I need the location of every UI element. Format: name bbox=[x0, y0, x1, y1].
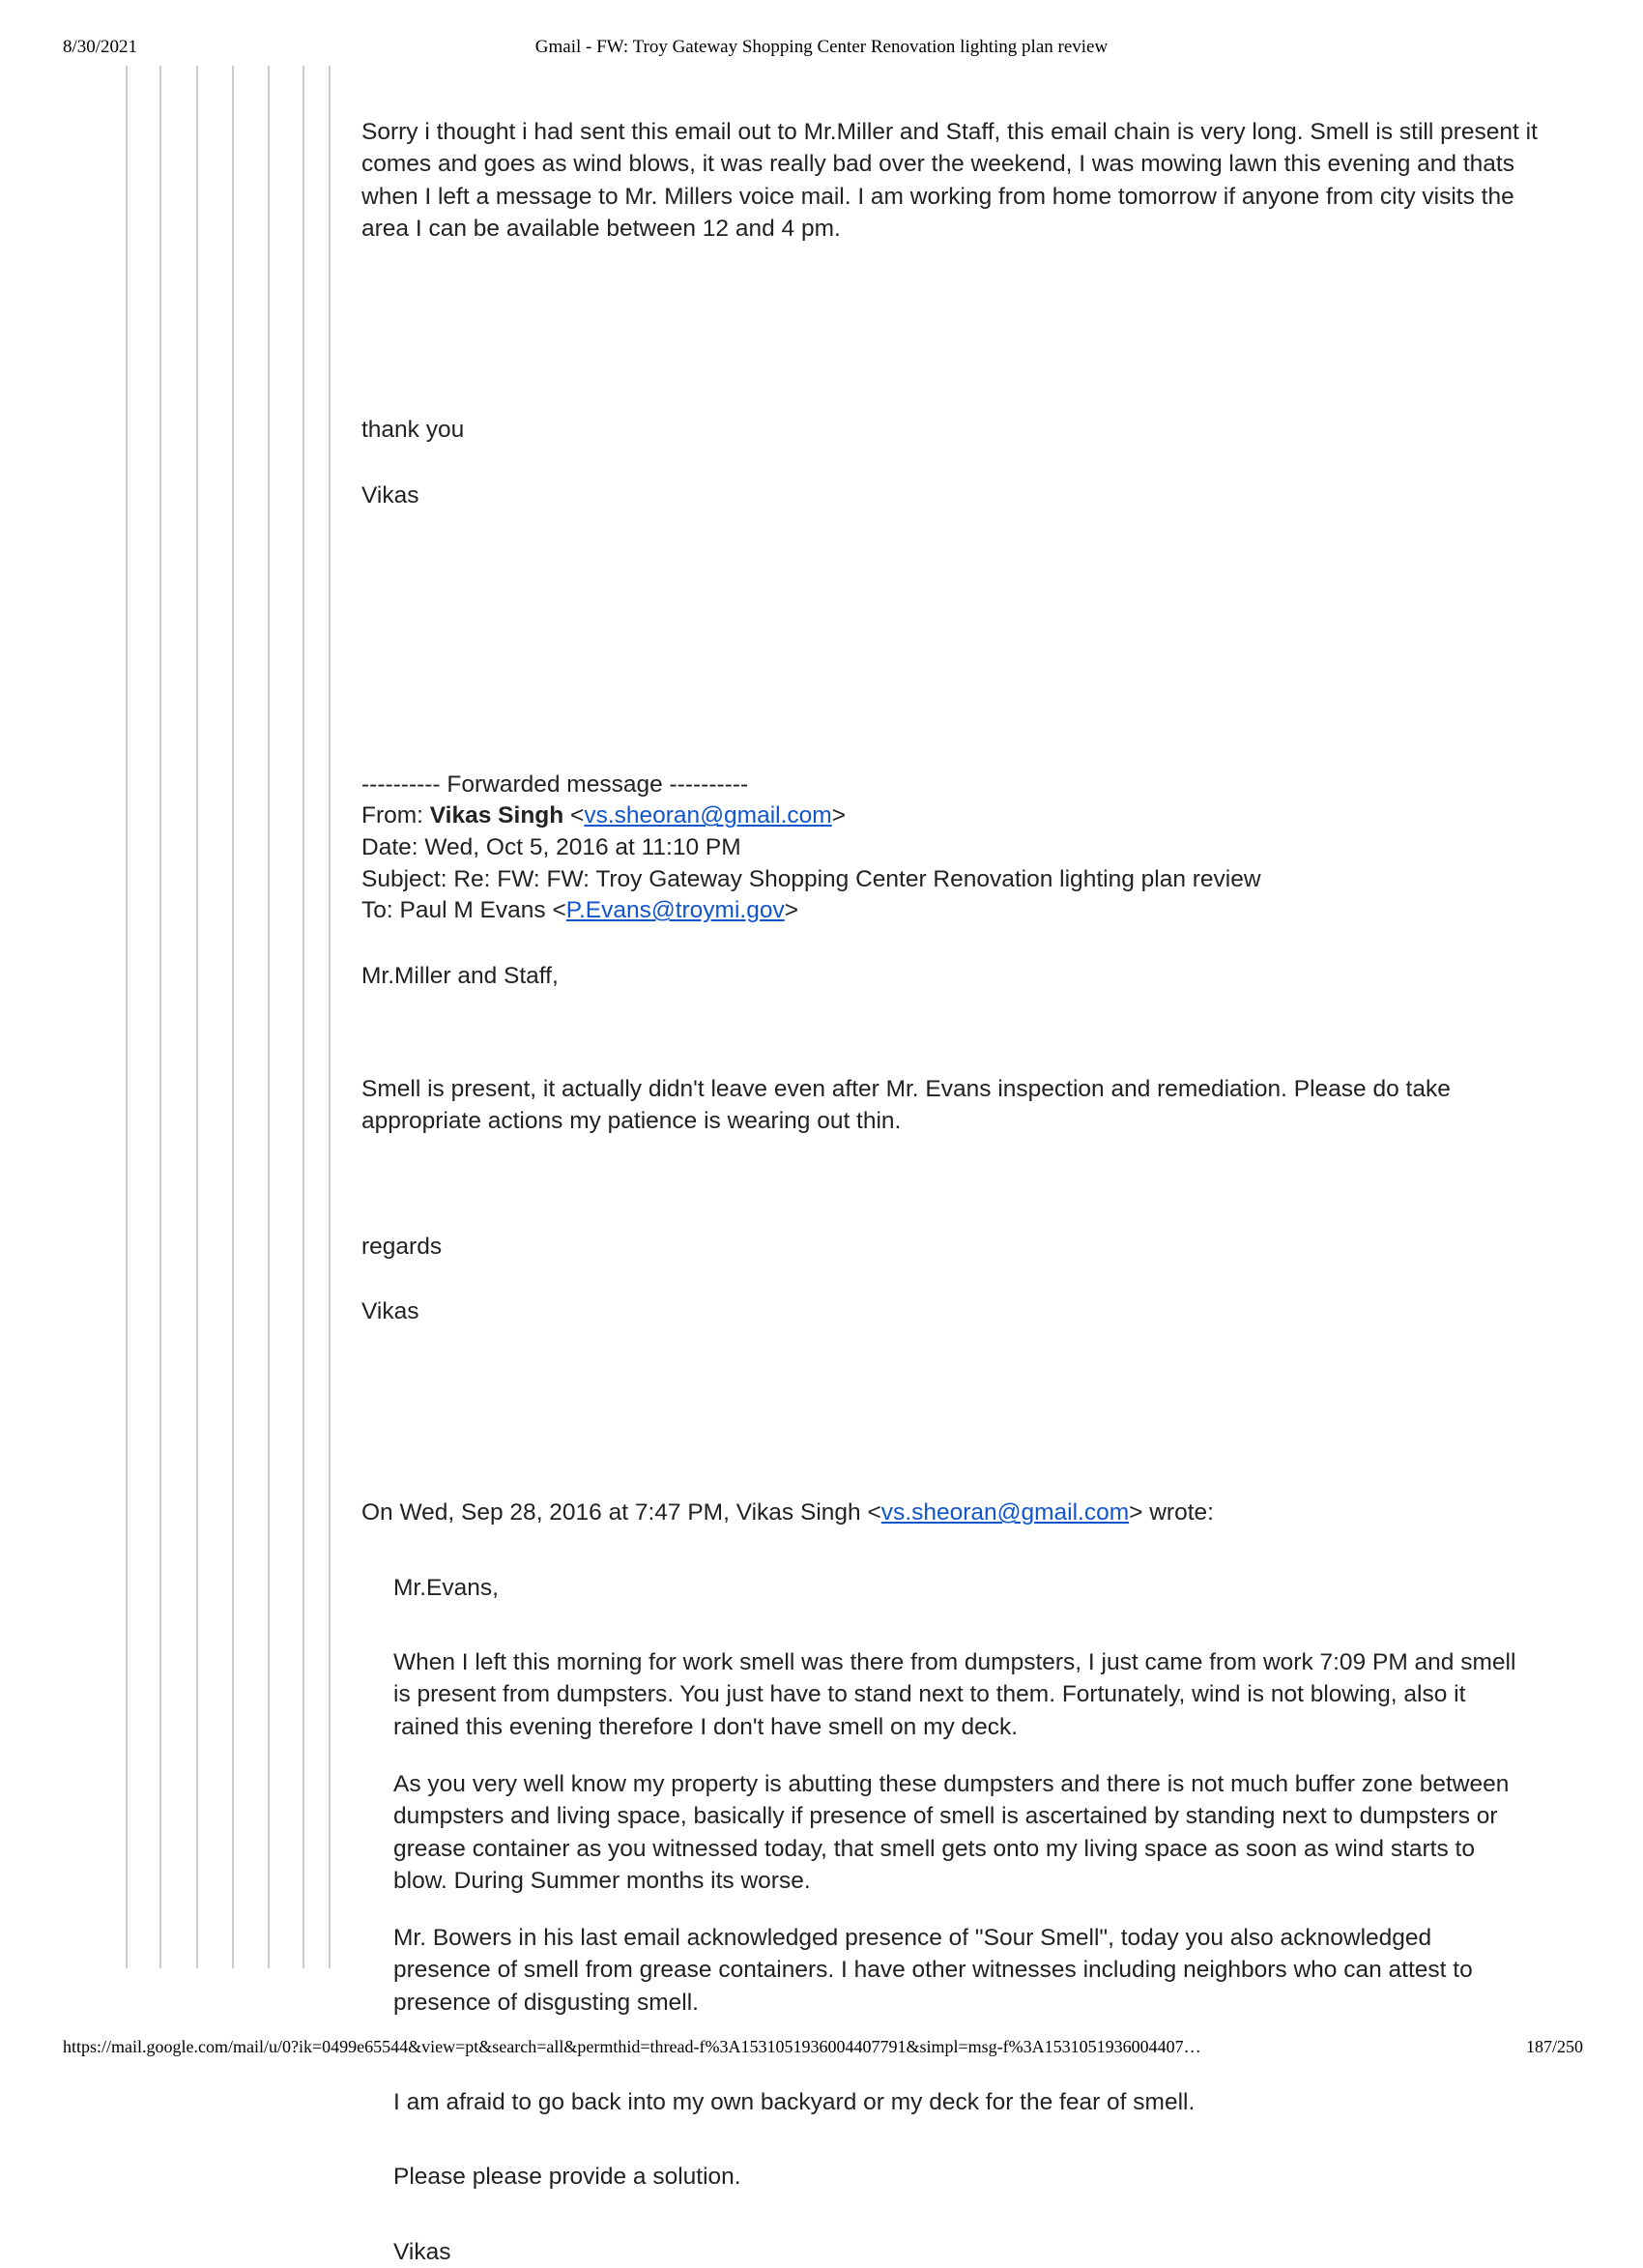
from-email-open: < bbox=[563, 802, 585, 829]
page-header bbox=[0, 37, 1643, 60]
quoted-attribution bbox=[361, 1497, 1541, 1528]
quoted-attribution-email-link[interactable]: vs.sheoran@gmail.com bbox=[880, 1499, 1130, 1527]
forwarded-subject-line: Subject: Re: FW: FW: Troy Gateway Shopping Center Renovation lighting plan review bbox=[361, 865, 1261, 892]
forwarded-divider: ---------- Forwarded message ---------- bbox=[361, 771, 749, 798]
footer-source-url: https://mail.google.com/mail/u/0?ik=0499e65544&view=pt&search=all&permthid=thread-f%3A1531051936004407791&simpl=msg-f%3A1531051936004407… bbox=[63, 2037, 1201, 2056]
footer-page-number: 187/250 bbox=[1525, 2037, 1583, 2056]
forwarded-to-line bbox=[361, 895, 1541, 927]
quoted-attribution-suffix: > wrote: bbox=[1129, 1499, 1214, 1527]
from-label: From: bbox=[361, 802, 423, 829]
to-label: To: Paul M Evans < bbox=[361, 897, 566, 924]
forwarded-from-line bbox=[361, 800, 1541, 832]
quote-bar-6 bbox=[303, 66, 304, 1968]
header-document-title: Gmail - FW: Troy Gateway Shopping Center Renovation lighting plan review bbox=[534, 37, 1109, 57]
quote-bar-7 bbox=[329, 66, 331, 1968]
intro-paragraph: Sorry i thought i had sent this email out to Mr.Miller and Staff, this email chain is very long. Smell is still present it comes and goes as wind blows, it was really bad over the weekend, I was mowing lawn this evening and thats when I left a message to Mr. Millers voice mail. I am working from home tomorrow if anyone from city visits the area I can be available between 12 and 4 pm. bbox=[361, 119, 1538, 242]
forwarded-signature: Vikas bbox=[361, 1298, 419, 1325]
quoted-paragraph-1: When I left this morning for work smell was there from dumpsters, I just came from work 7:09 PM and smell is present from dumpsters. You just have to stand next to them. Fortunately, wind is not blowing, also it rained this evening therefore I don't have smell on my deck. bbox=[393, 1648, 1516, 1740]
from-email-link[interactable]: vs.sheoran@gmail.com bbox=[584, 802, 832, 829]
forwarded-message-header bbox=[361, 770, 1541, 927]
quoted-signature: Vikas bbox=[393, 2238, 451, 2265]
quote-indent-bars bbox=[0, 66, 387, 1999]
quote-bar-1 bbox=[126, 66, 128, 1968]
quote-bar-3 bbox=[196, 66, 198, 1968]
header-print-date: 8/30/2021 bbox=[63, 37, 138, 57]
from-email-close: > bbox=[831, 802, 847, 829]
to-email-link[interactable]: P.Evans@troymi.gov bbox=[565, 897, 785, 924]
from-name: Vikas Singh bbox=[429, 802, 564, 829]
quote-bar-2 bbox=[159, 66, 161, 1968]
forwarded-date-line: Date: Wed, Oct 5, 2016 at 11:10 PM bbox=[361, 834, 741, 861]
email-body bbox=[361, 116, 1541, 2268]
quoted-paragraph-3: Mr. Bowers in his last email acknowledged presence of "Sour Smell", today you also acknowledged presence of smell from grease containers. I have other witnesses including neighbors who can attest to presence of disgusting smell. bbox=[393, 1925, 1473, 2016]
quoted-paragraph-5: Please please provide a solution. bbox=[393, 2164, 741, 2191]
quoted-paragraph-4: I am afraid to go back into my own backyard or my deck for the fear of smell. bbox=[393, 2089, 1196, 2116]
forwarded-salutation: Mr.Miller and Staff, bbox=[361, 962, 559, 989]
page-footer bbox=[0, 2037, 1643, 2060]
forwarded-closing: regards bbox=[361, 1233, 443, 1260]
thank-you-line: thank you bbox=[361, 417, 465, 444]
to-email-close: > bbox=[784, 897, 799, 924]
quote-bar-4 bbox=[232, 66, 234, 1968]
signature-line: Vikas bbox=[361, 481, 419, 509]
quote-bar-5 bbox=[268, 66, 270, 1968]
quoted-salutation: Mr.Evans, bbox=[393, 1574, 499, 1601]
quoted-attribution-prefix: On Wed, Sep 28, 2016 at 7:47 PM, Vikas Singh < bbox=[361, 1499, 881, 1527]
forwarded-body-paragraph: Smell is present, it actually didn't leave even after Mr. Evans inspection and remediation. Please do take appropriate actions my patience is wearing out thin. bbox=[361, 1076, 1451, 1135]
quoted-message-block bbox=[393, 1572, 1534, 2268]
quoted-paragraph-2: As you very well know my property is abutting these dumpsters and there is not much buffer zone between dumpsters and living space, basically if presence of smell is ascertained by standing next to dumpsters or grease container as you witnessed today, that smell gets onto my living space as soon as wind starts to blow. During Summer months its worse. bbox=[393, 1770, 1510, 1894]
